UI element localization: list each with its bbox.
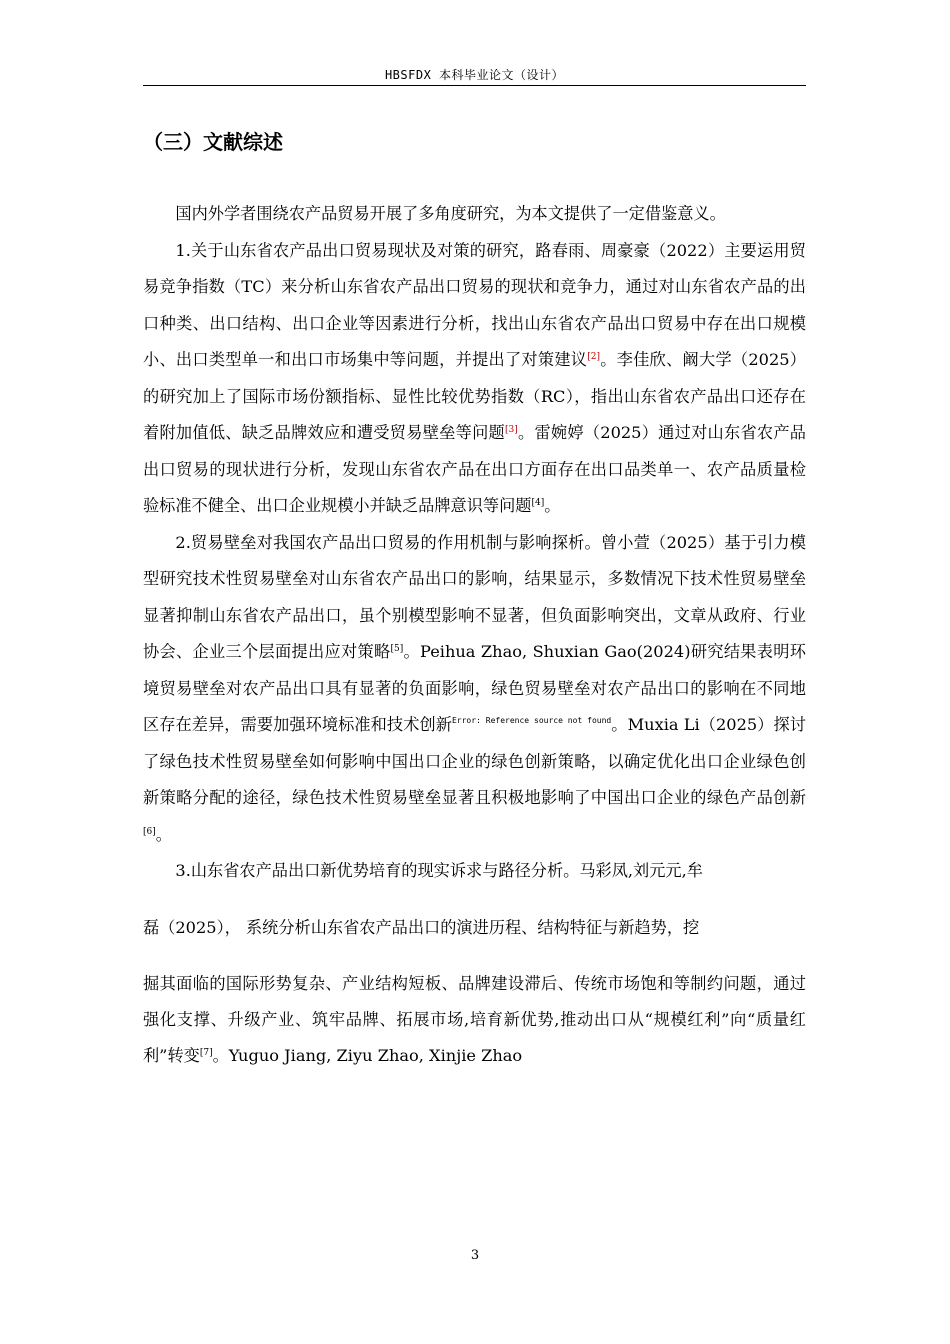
header-rule [143,85,806,86]
paragraph-3-continued-text: 磊（2025）， 系统分析山东省农产品出口的演进历程、结构特征与新趋势，挖 [143,917,700,937]
citation-2: [2] [587,352,600,362]
paragraph-3-continued-2 [143,966,806,1074]
body-text [143,196,806,1074]
reference-error-note: Error: Reference source not found [451,716,612,725]
paragraph-3-continued-2-text-a: 掘其面临的国际形势复杂、产业结构短板、品牌建设滞后、传统市场饱和等制约问题，通过强化支撑、升级产业、筑牢品牌、拓展市场,培育新优势,推动出口从“规模红利”向“质量红利”转变 [143,973,806,1065]
paragraph-2 [143,525,806,854]
paragraph-2-text-b: 。Peihua Zhao, Shuxian Gao(2024)研究结果表明环境贸易壁垒对农产品出口具有显著的负面影响，绿色贸易壁垒对农产品出口的影响在不同地区存在差异，需要加强环境标准和技术创新 [143,642,806,734]
paragraph-intro: 国内外学者围绕农产品贸易开展了多角度研究，为本文提供了一定借鉴意义。 [175,204,726,223]
section-title: （三）文献综述 [143,130,283,154]
paragraph-1 [143,233,806,525]
citation-5: [5] [390,644,404,654]
running-header: HBSFDX 本科毕业论文（设计） [384,68,565,82]
paragraph-1-text-b: 。李佳欣、阚大学（2025）的研究加上了国际市场份额指标、显性比较优势指数（RC），指出山东省农产品出口还存在着附加值低、缺乏品牌效应和遭受贸易壁垒等问题 [143,350,806,442]
citation-3: [3] [504,425,518,435]
paragraph-1-text-c: 。雷婉婷（2025）通过对山东省农产品出口贸易的现状进行分析，发现山东省农产品在出口方面存在出口品类单一、农产品质量检验标准不健全、出口企业规模小并缺乏品牌意识等问题 [143,423,806,515]
citation-7: [7] [199,1047,213,1058]
paragraph-3-continued-2-text-b: 。Yuguo Jiang, Ziyu Zhao, Xinjie Zhao [212,1045,523,1065]
paragraph-1-text-d: 。 [544,496,561,515]
paragraph-1-text-a: 1.关于山东省农产品出口贸易现状及对策的研究，路春雨、周豪豪（2022）主要运用贸易竞争指数（TC）来分析山东省农产品出口贸易的现状和竞争力，通过对山东省农产品的出口种类、出口结构、出口企业等因素进行分析，找出山东省农产品出口贸易中存在出口规模小、出口类型单一和出口市场集中等问题，并提出了对策建议 [143,240,806,369]
paragraph-3 [143,853,806,890]
page-number: 3 [470,1248,480,1263]
paragraph-2-text-d: 。 [155,824,172,844]
citation-4: [4] [531,498,545,508]
paragraph-2-text-a: 2.贸易壁垒对我国农产品出口贸易的作用机制与影响探析。曾小萱（2025）基于引力模型研究技术性贸易壁垒对山东省农产品出口的影响，结果显示，多数情况下技术性贸易壁垒显著抑制山东省农产品出口，虽个别模型影响不显著，但负面影响突出，文章从政府、行业协会、企业三个层面提出应对策略 [143,532,806,661]
paragraph-2-text-c: 。Muxia Li（2025）探讨了绿色技术性贸易壁垒如何影响中国出口企业的绿色创新策略，以确定优化出口企业绿色创新策略分配的途径，绿色技术性贸易壁垒显著且积极地影响了中国出口企业的绿色产品创新 [143,715,806,807]
paragraph-3-text: 3.山东省农产品出口新优势培育的现实诉求与路径分析。马彩凤,刘元元,牟 [175,861,703,880]
paragraph-3-continued [143,910,806,946]
citation-6: [6] [143,826,156,837]
